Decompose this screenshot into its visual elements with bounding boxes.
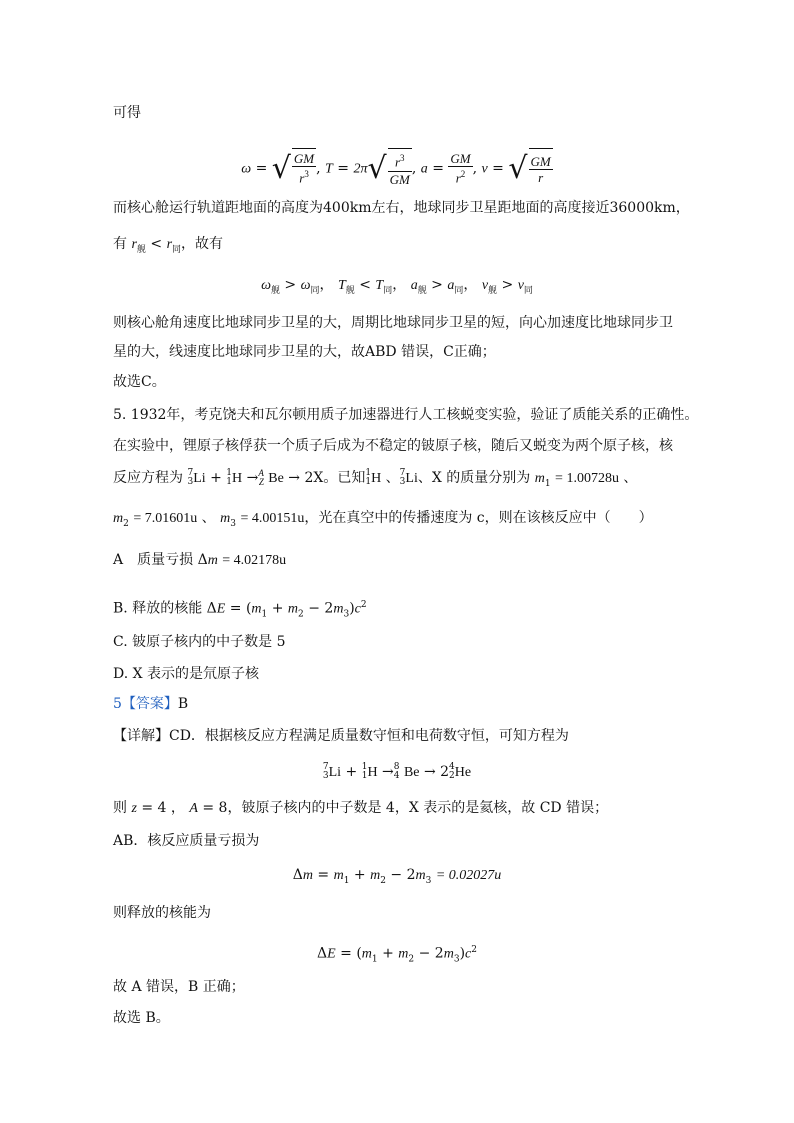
formula-energy: $\Delta E = (m_1 + m_2 - 2m_3)c^2$ [317,945,477,965]
question-5-line1: 5. 1932年，考克饶夫和瓦尔顿用质子加速器进行人工核蜕变实验，验证了质能关系的正确性。 [113,407,699,423]
z-a-values: 则 z = 4 ， A = 8，铍原子核内的中子数是 4，X 表示的是氦核，故 CD 错误； [113,800,609,816]
question-5-line2: 在实验中，锂原子核俘获一个质子后成为不稳定的铍原子核，随后又蜕变为两个原子核，核 [113,438,673,454]
r-denominator: r [299,170,305,186]
two-pi: 2π [353,161,368,177]
paragraph-radius-compare: 有 $r_舰 < r_同$，故有 [113,236,224,255]
a-symbol: a [420,161,428,177]
formula-comparisons: $\omega_舰 > \omega_同$， $T_舰 < T_同$， $a_舰 > a_同$， $v_舰 > v_同$ [261,277,533,296]
question-5-line4: $m_2 = 7.01601u$ 、 $m_3 = 4.00151u$，光在真空中的传播速度为 c，则在该核反应中（ ） [113,510,653,529]
gm-numerator: GM [293,151,315,167]
paragraph-conclusion-line1: 则核心舱角速度比地球同步卫星的大，周期比地球同步卫星的短，向心加速度比地球同步卫 [113,315,673,331]
t-symbol: T [325,161,333,177]
exponent-2: 2 [460,168,466,179]
r-numerator: r [394,154,401,170]
formula-kinematics: ω = √ $\frac{GM}{r^3}$ , T = 2π√ $\frac{r^3}{GM}$ , a = $\frac{GM}{r^2}$ , v = √ $\frac{GM}{r}$ [0,148,794,188]
gm-denominator: GM [389,171,410,187]
omega-symbol: ω [241,161,252,177]
exponent-3: 3 [304,169,309,180]
paragraph-altitudes: 而核心舱运行轨道距地面的高度为400km左右，地球同步卫星距地面的高度接近36000km， [113,200,690,216]
conclusion-ab: 故 A 错误，B 正确； [113,979,245,995]
formula-mass-defect: $\Delta m = m_1 + m_2 - 2m_3 = 0.02027u$ [292,867,502,886]
ab-mass-defect-label: AB．核反应质量亏损为 [113,833,260,849]
formula-reaction: 7 3 Li + 1 1 H → 8 4 Be → 2 4 2 He [322,762,472,781]
option-a: A 质量亏损 Δm = 4.02178u [113,552,287,568]
option-b: B. 释放的核能 $\Delta E = (m_1 + m_2 - 2m_3)c^2$ [113,600,367,620]
paragraph-answer-c: 故选C。 [113,374,166,390]
option-c: C. 铍原子核内的中子数是 5 [113,634,286,650]
release-energy-label: 则释放的核能为 [113,905,211,921]
intro-label: 可得 [113,105,141,121]
sqrt-sign: √ [271,150,291,186]
detail-cd: 【详解】CD．根据核反应方程满足质量数守恒和电荷数守恒，可知方程为 [113,728,569,744]
conclusion-select-b: 故选 B。 [113,1010,170,1026]
answer-5: 5【答案】B [113,696,189,712]
v-symbol: v [481,161,488,177]
question-5-line3: 反应方程为 7 3 Li + 1 1 H → A Z Be → 2X。已知 1 1 H 、 7 3 Li、X 的质量分别为 $m_1 = 1.00728u$ 、 [113,468,638,489]
option-d: D. X 表示的是氘原子核 [113,666,260,682]
paragraph-conclusion-line2: 星的大，线速度比地球同步卫星的大，故ABD 错误，C正确； [113,344,496,360]
